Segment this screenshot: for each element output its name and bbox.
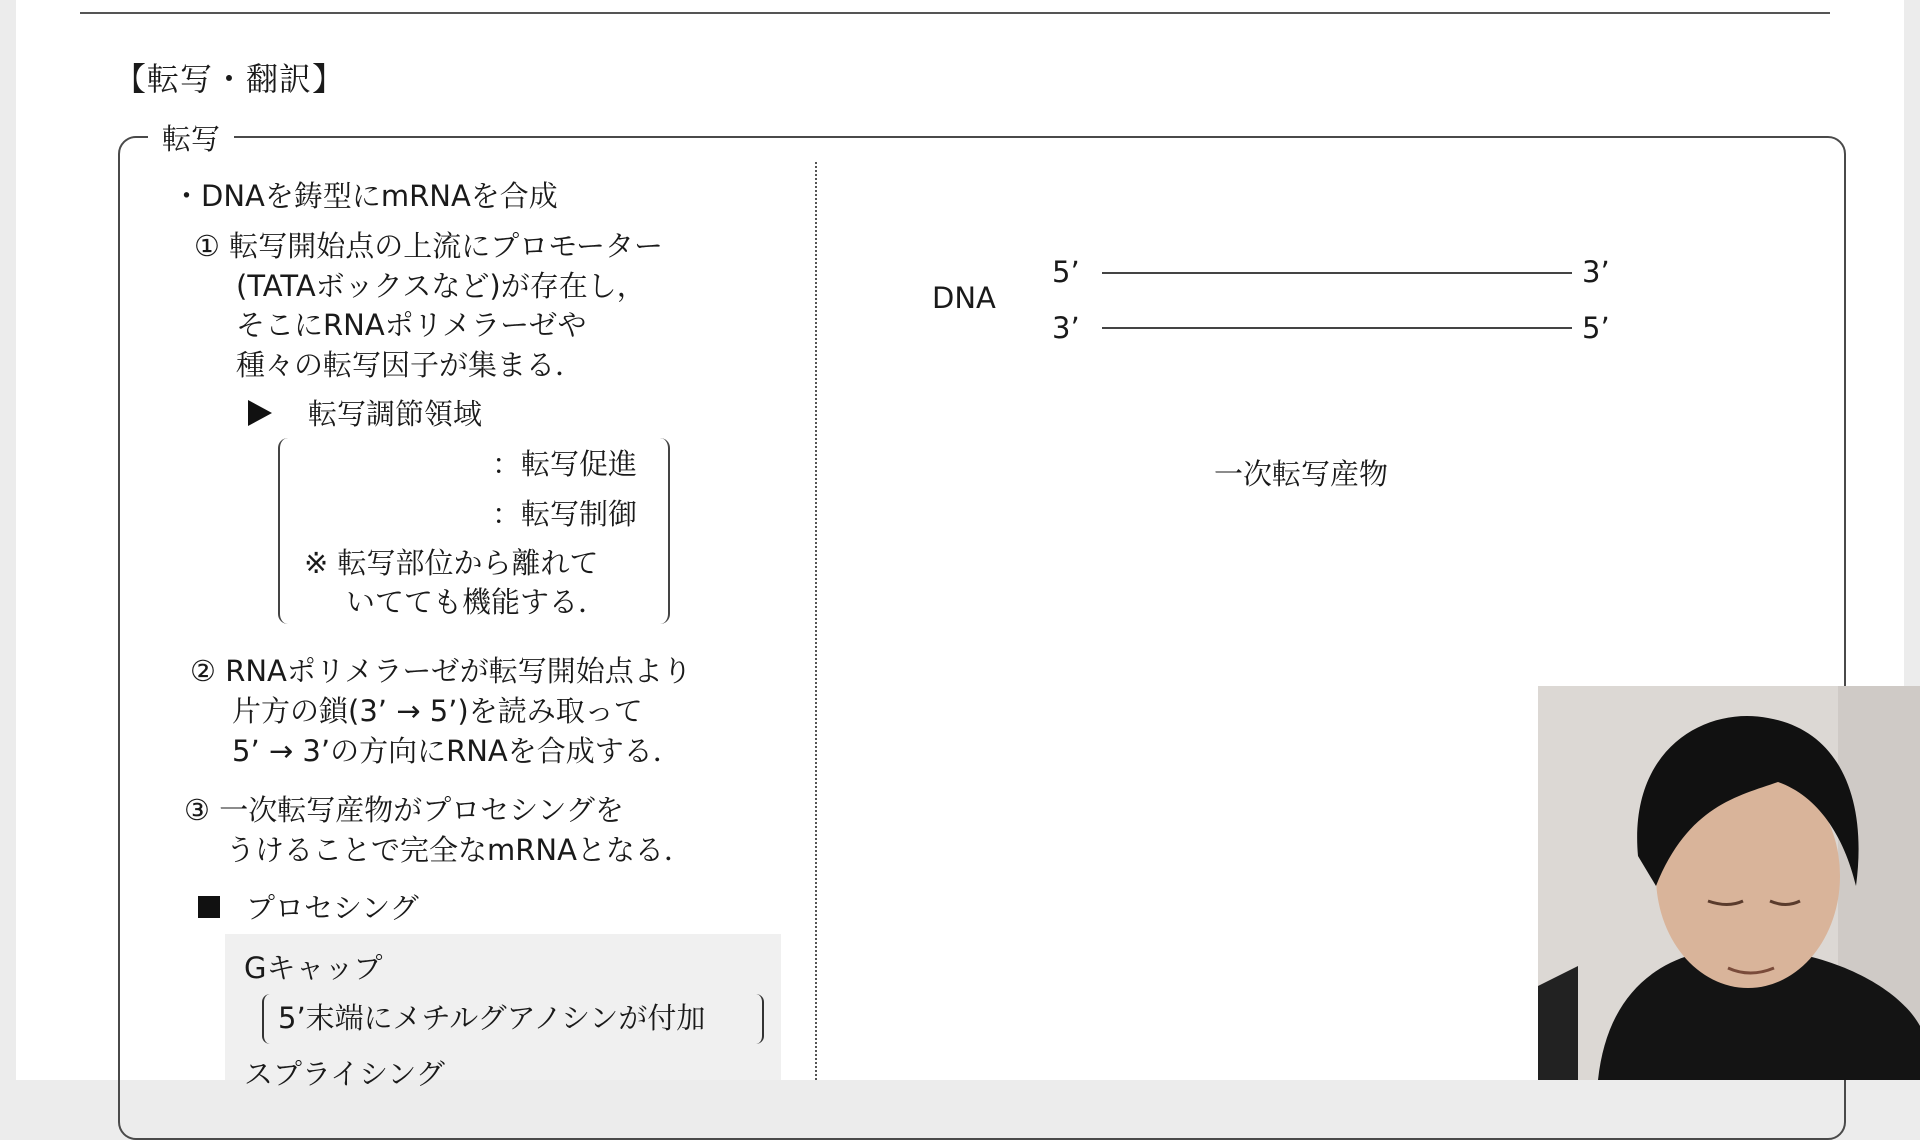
step1-line4: 種々の転写因子が集まる． [236,348,585,382]
regulatory-heading: 転写調節領域 [308,397,483,431]
primary-transcript-label: 一次転写産物 [1214,457,1389,491]
gcap-description: 5’末端にメチルグアノシンが付加 [278,1001,706,1035]
step3-line1: ③ 一次転写産物がプロセシングを [184,793,624,827]
step2-line3: 5’ → 3’の方向にRNAを合成する． [232,734,682,768]
strand-top-left-end: 5’ [1052,255,1080,289]
page-heading: 【転写・翻訳】 [114,60,346,98]
top-rule [80,12,1830,14]
dna-strand-top [1102,272,1572,274]
step1-line1: ① 転写開始点の上流にプロモーター [194,229,664,263]
processing-heading: プロセシング [246,891,419,925]
gcap-title: Gキャップ [244,951,383,985]
webcam-overlay [1538,686,1920,1080]
regulatory-item: ：転写促進 [492,447,638,481]
step1-line2: (TATAボックスなど)が存在し， [236,269,646,303]
presenter-photo [1538,686,1920,1080]
dna-label: DNA [932,281,996,315]
regulatory-note-line1: ※ 転写部位から離れて [304,546,599,580]
strand-bottom-left-end: 3’ [1052,311,1080,345]
step1-line3: そこにRNAポリメラーゼや [236,308,587,342]
triangle-right-icon [248,400,272,426]
strand-top-right-end: 3’ [1582,255,1610,289]
splicing-title: スプライシング [244,1057,445,1091]
column-divider [815,162,817,1080]
dna-strand-bottom [1102,327,1572,329]
regulatory-item: ：転写制御 [492,497,638,531]
step2-line2: 片方の鎖(3’ → 5’)を読み取って [232,694,643,728]
black-square-icon [198,896,220,918]
box-title: 転写 [148,117,234,158]
bullet-line: ・DNAを鋳型にmRNAを合成 [172,179,558,213]
step2-line1: ② RNAポリメラーゼが転写開始点より [190,654,692,688]
step3-line2: うけることで完全なmRNAとなる． [226,833,693,867]
strand-bottom-right-end: 5’ [1582,311,1610,345]
regulatory-note-line2: いてても機能する． [346,585,608,619]
